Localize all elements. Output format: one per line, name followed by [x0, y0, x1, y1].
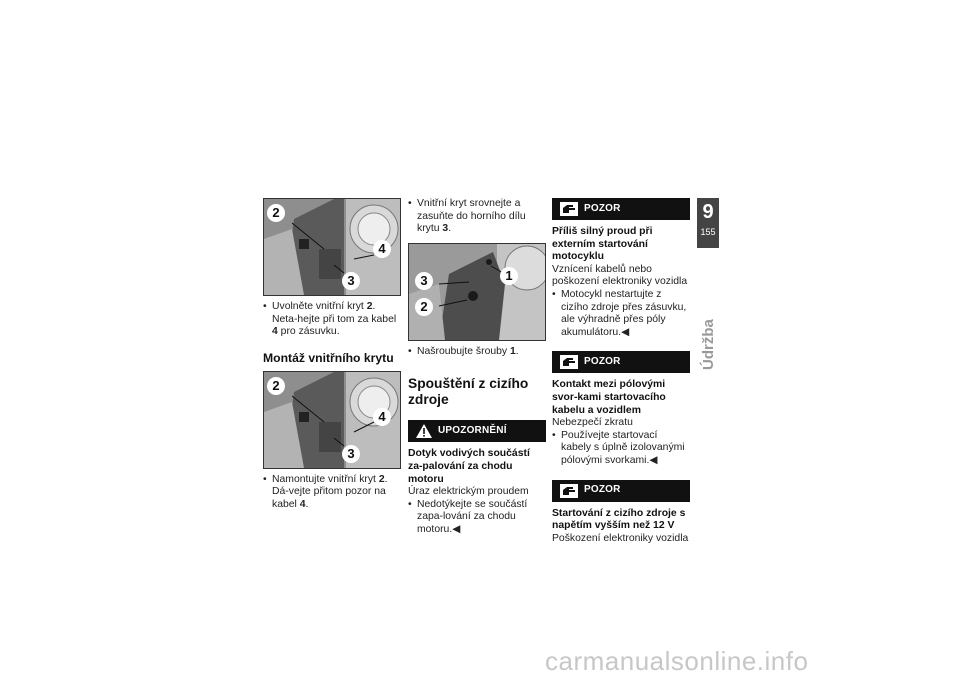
instruction-bullet: • Namontujte vnitřní kryt 2. Dá-vejte přitom pozor na kabel 4. — [263, 473, 388, 510]
bullet-dot: • — [408, 198, 412, 209]
chapter-number: 9 — [702, 201, 714, 223]
photo-callout: 4 — [373, 408, 391, 426]
instruction-bullet: • Vnitřní kryt srovnejte a zasuňte do horního dílu krytu 3. — [408, 198, 526, 235]
page-number: 155 — [700, 227, 716, 237]
photo-callout: 4 — [373, 240, 391, 258]
column-right — [552, 198, 690, 545]
bullet-dot: • — [552, 288, 556, 300]
chapter-tab — [697, 198, 719, 248]
photo-callout: 2 — [267, 204, 285, 222]
column-left — [263, 198, 401, 512]
bullet-dot: • — [263, 473, 267, 485]
instruction-bullet: • Uvolněte vnitřní kryt 2. Neta-hejte při tom za kabel 4 pro zásuvku. — [263, 301, 397, 338]
photo-callout: 1 — [500, 267, 518, 285]
notice-bar-caution — [552, 480, 690, 502]
photo-inner-cover-removal — [263, 198, 401, 296]
photo-callout: 3 — [342, 272, 360, 290]
column-middle — [408, 198, 546, 537]
notice-title: Kontakt mezi pólovými svor-kami startovacího kabelu a vozidlem — [552, 379, 666, 416]
photo-callout: 3 — [415, 272, 433, 290]
end-mark-icon: ◀ — [452, 523, 461, 535]
notice-text: Vznícení kabelů nebo poškození elektroniky vozidla — [552, 263, 688, 288]
warning-triangle-icon — [416, 424, 432, 438]
notice-bar-caution — [552, 351, 690, 373]
instruction-bullet: • Našroubujte šrouby 1. — [408, 345, 519, 357]
bullet-dot: • — [408, 345, 412, 357]
notice-bar-warning — [408, 420, 546, 442]
section-heading: Spouštění z cizího zdroje — [408, 376, 529, 408]
section-heading: Montáž vnitřního krytu — [263, 350, 394, 365]
photo-callout: 2 — [267, 377, 285, 395]
photo-cover-screws — [408, 243, 546, 341]
notice-label: POZOR — [584, 356, 621, 368]
caution-hand-icon — [560, 484, 578, 498]
notice-title: Dotyk vodivých součástí za-palování za chodu motoru — [408, 448, 530, 485]
bullet-dot: • — [408, 498, 412, 510]
bullet-dot: • — [263, 301, 267, 312]
notice-label: POZOR — [584, 202, 621, 214]
notice-bullet: • Nedotýkejte se součástí zapa-lování za chodu motoru.◀ — [408, 498, 528, 535]
notice-title: Příliš silný proud při externím startování motocyklu — [552, 226, 653, 263]
notice-title: Startování z cizího zdroje s napětím vyšším než 12 V — [552, 507, 686, 532]
bullet-dot: • — [552, 429, 556, 441]
notice-label: POZOR — [584, 484, 621, 496]
photo-callout: 2 — [415, 298, 433, 316]
end-mark-icon: ◀ — [621, 326, 630, 338]
caution-hand-icon — [560, 355, 578, 369]
end-mark-icon: ◀ — [649, 454, 658, 466]
chapter-side-label: Údržba — [700, 319, 717, 370]
notice-text: Úraz elektrickým proudem — [408, 486, 529, 498]
notice-text: Nebezpečí zkratu — [552, 417, 633, 429]
notice-bar-caution — [552, 198, 690, 220]
caution-hand-icon — [560, 202, 578, 216]
photo-illustration — [409, 244, 545, 340]
photo-callout: 3 — [342, 445, 360, 463]
photo-inner-cover-install — [263, 371, 401, 469]
watermark: carmanualsonline.info — [545, 646, 809, 676]
notice-label: UPOZORNĚNÍ — [438, 425, 507, 437]
notice-bullet: • Používejte startovací kabely s úplně izolovanými pólovými svorkami.◀ — [552, 429, 685, 466]
notice-text: Poškození elektroniky vozidla — [552, 532, 689, 544]
notice-bullet: • Motocykl nestartujte z cizího zdroje přes zásuvku, ale výhradně přes póly akumulátoru.◀ — [552, 288, 687, 338]
